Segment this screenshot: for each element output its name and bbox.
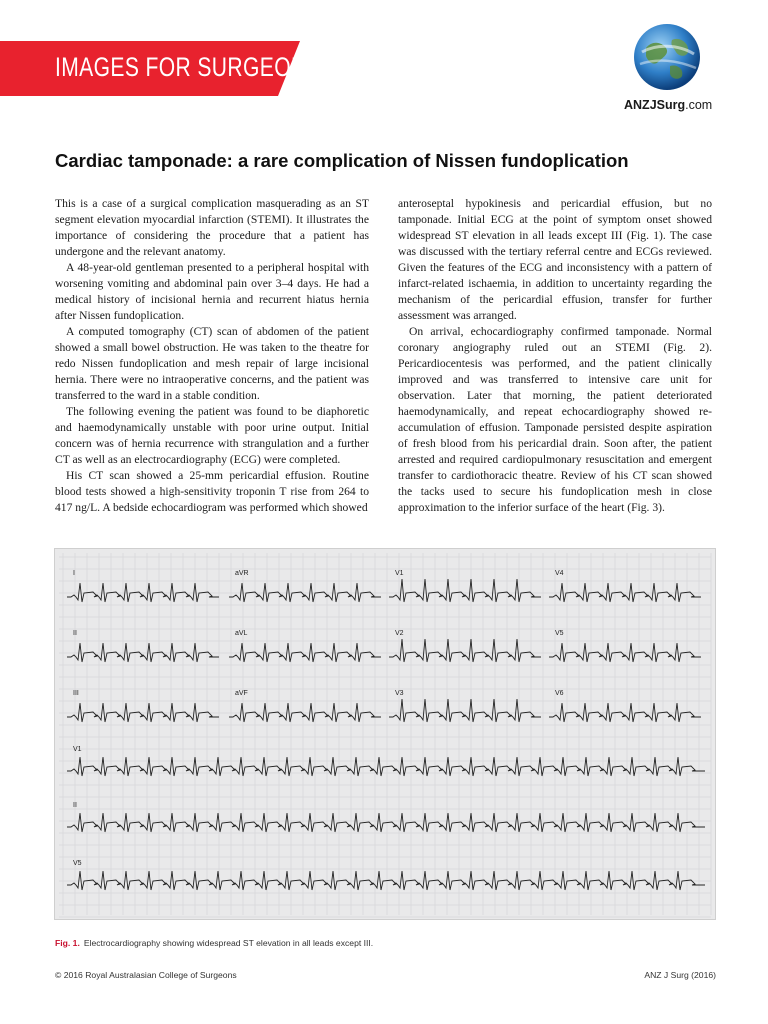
ecg-lead-trace: [389, 579, 541, 602]
site-name-suffix: .com: [685, 98, 713, 112]
ecg-lead-trace: [229, 583, 381, 602]
ecg-lead-trace: [549, 643, 701, 662]
ecg-lead-trace: [549, 703, 701, 722]
figure-caption: [55, 938, 373, 948]
journal-citation: ANZ J Surg (2016): [644, 970, 716, 980]
ecg-lead-label: V3: [395, 690, 404, 697]
paragraph: A computed tomography (CT) scan of abdomen of the patient showed a small bowel obstruction. He was taken to the theatre for redo Nissen fundoplication and mesh repair of large incisional hernia. There were no intraoperative concerns, and the patient was transferred to the ward in a stable condition.: [55, 325, 369, 402]
paragraph: His CT scan showed a 25-mm pericardial effusion. Routine blood tests showed a high-sensitivity troponin T rise from 264 to 417 ng/L. A bedside echocardiogram was performed which showed: [55, 469, 369, 514]
copyright-notice: © 2016 Royal Australasian College of Surgeons: [55, 970, 237, 980]
ecg-leads: [67, 570, 705, 890]
ecg-lead-label: II: [73, 630, 77, 637]
article-title: Cardiac tamponade: a rare complication of Nissen fundoplication: [55, 150, 629, 171]
right-column: [398, 196, 712, 516]
ecg-trace: [55, 549, 715, 919]
paragraph: The following evening the patient was found to be diaphoretic and haemodynamically unstable with poor urine output. Initial concern was of hernia recurrence with strangulation and a further CT as well as an electrocardiography (ECG) were completed.: [55, 405, 369, 466]
ecg-rhythm-label: V1: [73, 746, 82, 753]
ecg-rhythm-label: II: [73, 802, 77, 809]
paragraph: This is a case of a surgical complication masquerading as an ST segment elevation myocardial infarction (STEMI). It illustrates the importance of considering the procedure that a patient has undergone and the relevant anatomy.: [55, 197, 369, 258]
ecg-lead-label: V5: [555, 630, 564, 637]
ecg-lead-trace: [229, 703, 381, 722]
ecg-lead-trace: [229, 643, 381, 662]
ecg-lead-label: V1: [395, 570, 404, 577]
ecg-lead-trace: [549, 583, 701, 602]
ecg-lead-label: V2: [395, 630, 404, 637]
ecg-rhythm-trace: [67, 813, 705, 832]
ecg-lead-label: V6: [555, 690, 564, 697]
section-banner: [0, 41, 322, 96]
ecg-lead-trace: [67, 643, 219, 662]
site-name-bold: ANZJSurg: [624, 98, 686, 112]
ecg-rhythm-trace: [67, 871, 705, 890]
banner-title: IMAGES FOR SURGEONS: [55, 52, 322, 82]
ecg-rhythm-label: V5: [73, 860, 82, 867]
globe-logo-icon: [632, 22, 702, 92]
journal-website[interactable]: [624, 98, 712, 112]
ecg-lead-trace: [389, 699, 541, 722]
figure-label: Fig. 1.: [55, 938, 80, 948]
ecg-lead-label: V4: [555, 570, 564, 577]
left-column: [55, 196, 369, 516]
paragraph: anteroseptal hypokinesis and pericardial effusion, but no tamponade. Initial ECG at the point of symptom onset showed widespread ST elevation in all leads except III (Fig. 1). The case was discussed with the tertiary referral centre and ECGs reviewed. Given the features of the ECG and inconsistency with a pattern of infarct-related ischaemia, in addition to uncertainty regarding the mechanism of the pericardial effusion, transfer for further assessment was arranged.: [398, 197, 712, 322]
paragraph: On arrival, echocardiography confirmed tamponade. Normal coronary angiography ruled out an STEMI (Fig. 2). Pericardiocentesis was performed, and the patient clinically improved and was transferred to intensive care unit for observation. Later that morning, the patient deteriorated haemodynamically, and repeat echocardiography showed re-accumulation of effusion. Tamponade persisted despite aspiration of fresh blood from his pericardial drain. Soon after, the patient arrested and required cardiopulmonary resuscitation and emergent transfer to cardiothoracic theatre. Review of his CT scan showed the tacks used to secure his fundoplication mesh in close approximation to the inferior surface of the heart (Fig. 3).: [398, 325, 712, 514]
ecg-lead-label: I: [73, 570, 75, 577]
ecg-lead-label: aVL: [235, 630, 248, 637]
ecg-lead-trace: [67, 583, 219, 602]
figure-caption-text: Electrocardiography showing widespread ST elevation in all leads except III.: [83, 938, 374, 948]
ecg-lead-trace: [389, 639, 541, 662]
paragraph: A 48-year-old gentleman presented to a peripheral hospital with worsening vomiting and abdominal pain over 3–4 days. He had a medical history of incisional hernia and recurrent hiatus hernia after Nissen fundoplication.: [55, 261, 369, 322]
ecg-figure: [54, 548, 716, 920]
ecg-lead-trace: [67, 703, 219, 722]
ecg-lead-label: aVF: [235, 690, 248, 697]
ecg-lead-label: III: [73, 690, 79, 697]
ecg-lead-label: aVR: [235, 570, 249, 577]
ecg-grid: [59, 553, 711, 917]
